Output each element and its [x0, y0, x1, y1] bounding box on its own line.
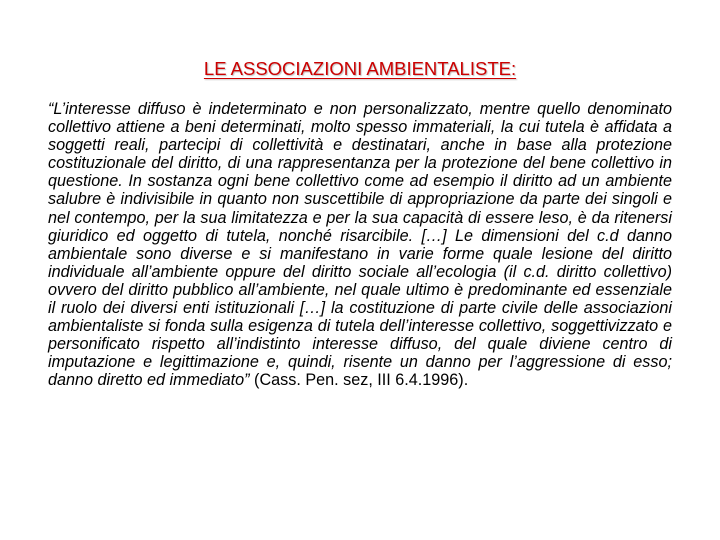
quote-paragraph — [48, 100, 672, 390]
citation: (Cass. Pen. sez, III 6.4.1996). — [249, 371, 469, 390]
quote-text: “L’interesse diffuso è indeterminato e non personalizzato, mentre quello denominato collettivo attiene a beni determinati, molto spesso immateriali, la cui tutela è affidata a soggetti reali, partecipi di collettività e destinatari, anche in base alla protezione costituzionale del diritto, di una rappresentanza per la protezione del bene collettivo in questione. In sostanza ogni bene collettivo come ad esempio il diritto ad un ambiente salubre è indivisibile in quanto non suscettibile di appropriazione da parte dei singoli e nel contempo, per la sua limitatezza e per la sua capacità di essere leso, è da ritenersi giuridico ed oggetto di tutela, nonché risarcibile. […] Le dimensioni del c.d danno ambientale sono diverse e si manifestano in varie forme quale lesione del diritto individuale all’ambiente oppure del diritto sociale all’ecologia (il c.d. diritto collettivo) ovvero del diritto pubblico all’ambiente, nel quale ultimo è predominante ed essenziale il ruolo dei diversi enti istituzionali […] la costituzione di parte civile delle associazioni ambientaliste si fonda sulla esigenza di tutela dell’interesse collettivo, soggettivizzato e personificato rispetto all’indistinto interesse diffuso, del quale diviene centro di imputazione e legittimazione e, quindi, risente un danno per l’aggressione di esso; danno diretto ed immediato” — [48, 100, 672, 390]
slide-title: LE ASSOCIAZIONI AMBIENTALISTE: — [203, 58, 517, 79]
